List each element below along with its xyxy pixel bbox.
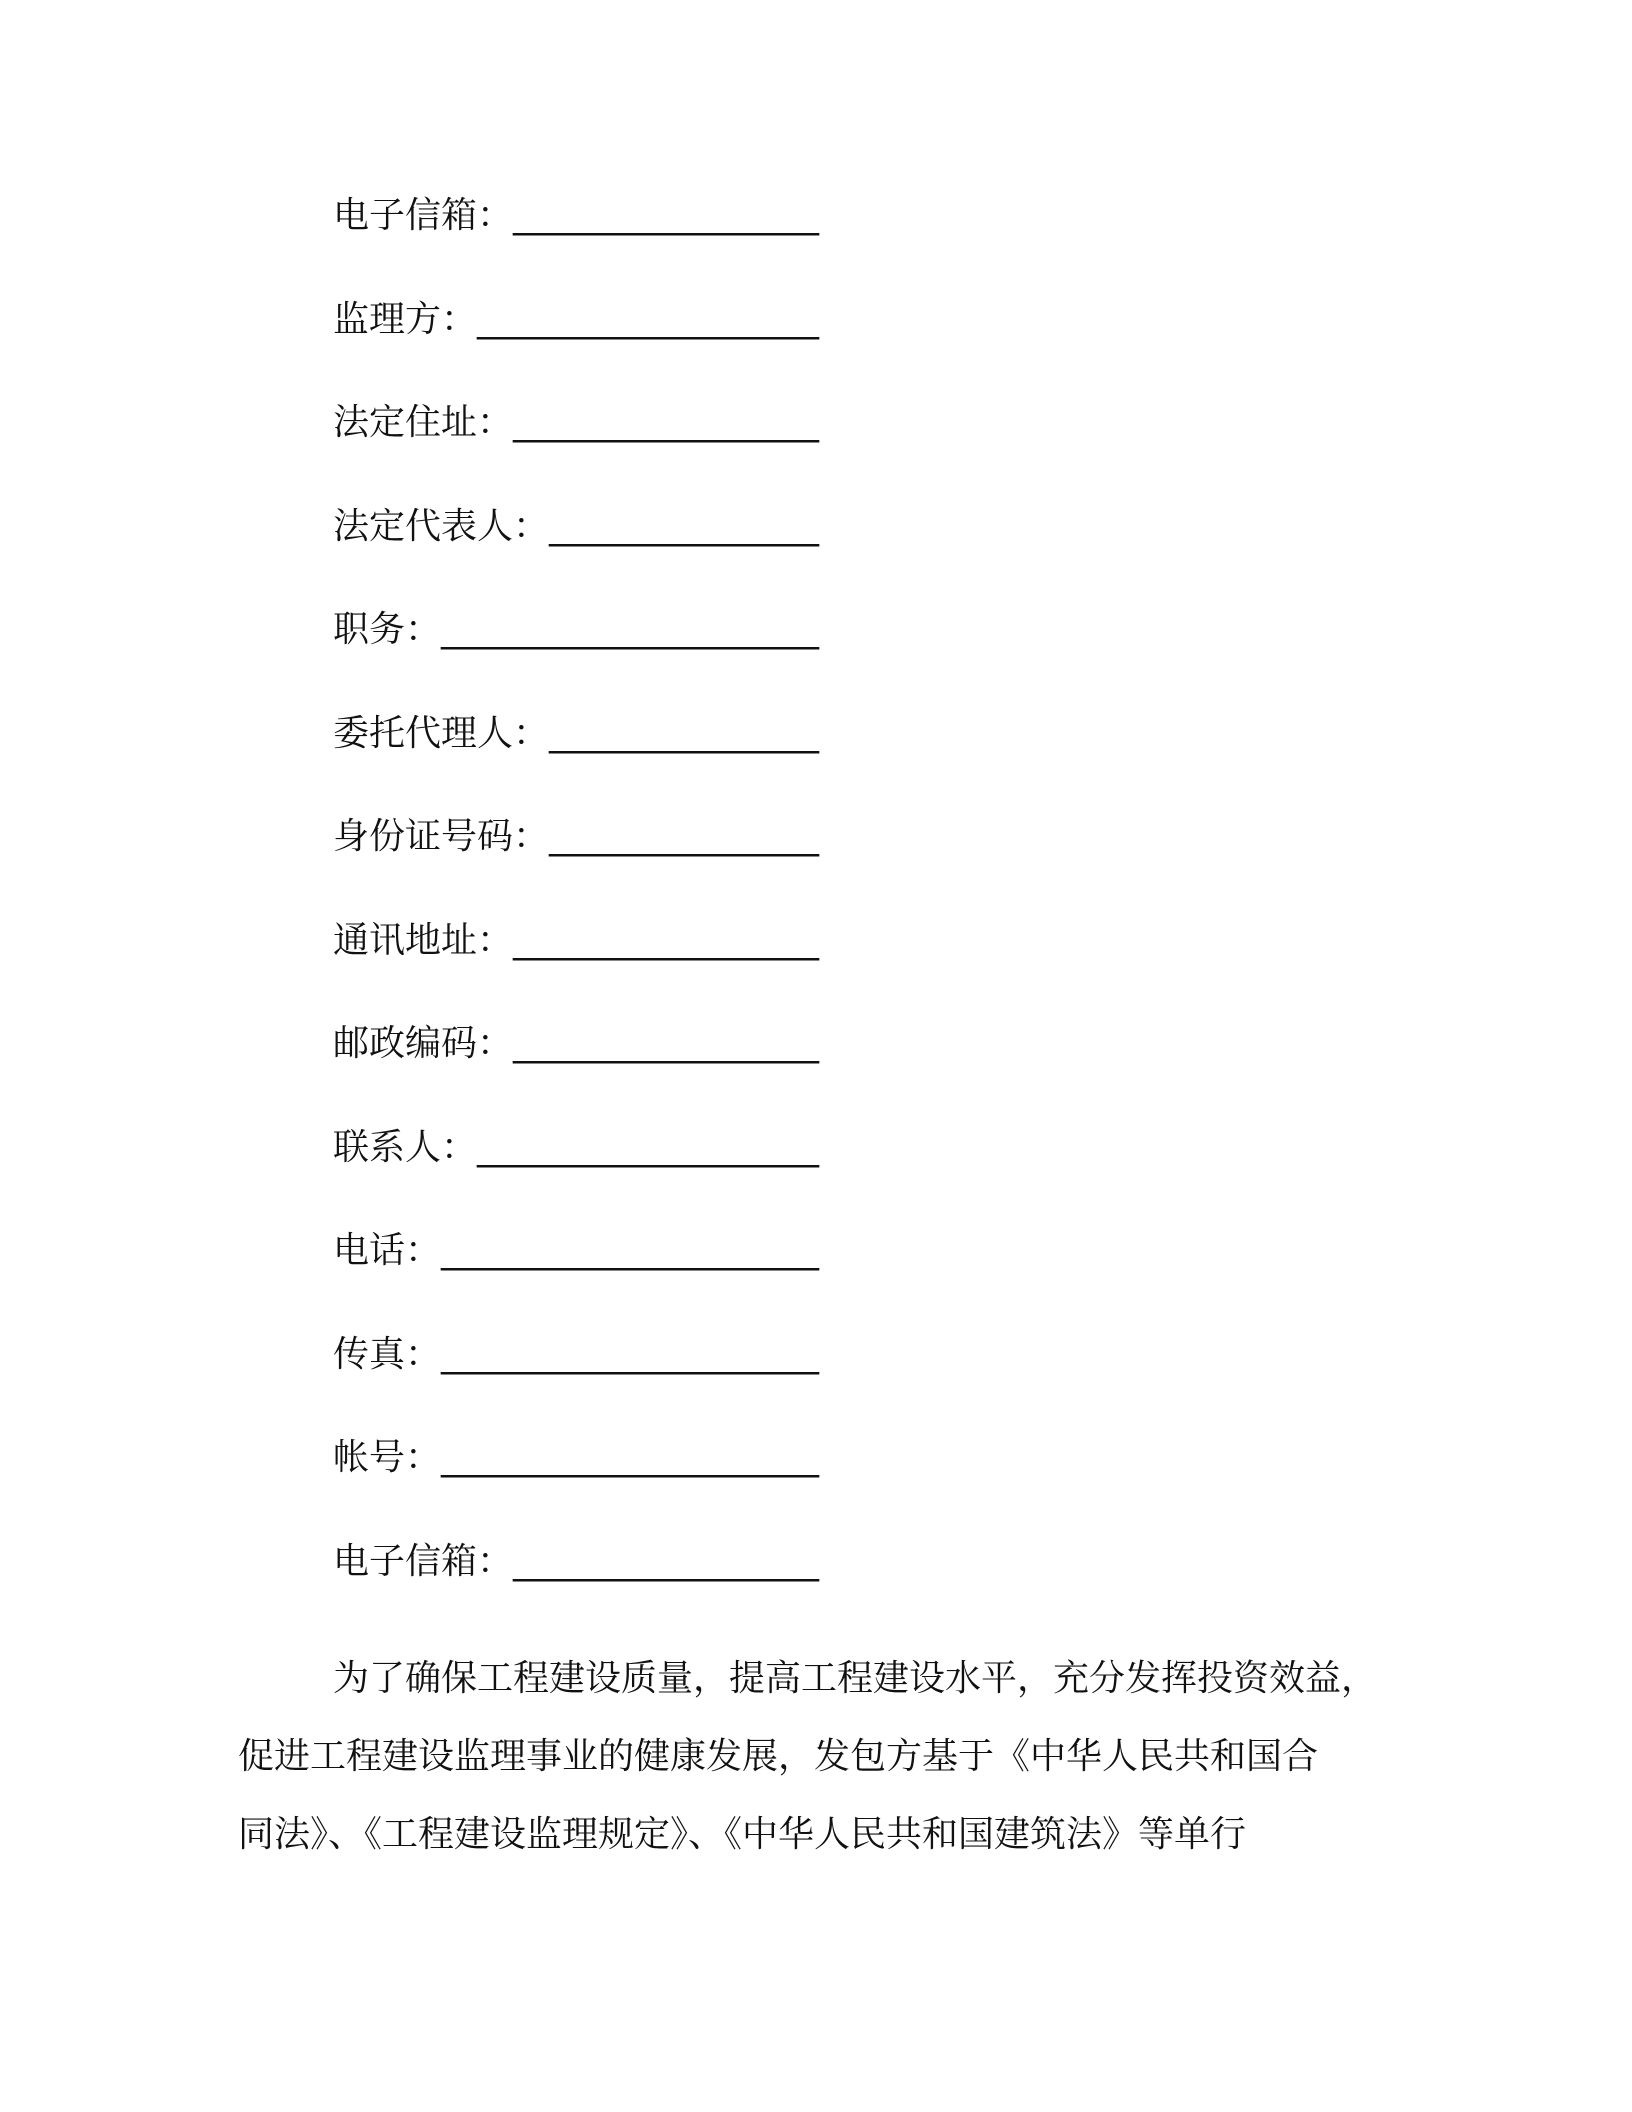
field-row-supervisor (333, 296, 1233, 400)
fill-in-blank: _________________ (513, 919, 820, 961)
field-label: 电子信箱： (333, 195, 514, 236)
field-row-mailing-address (333, 917, 1233, 1021)
field-row-contact-person (333, 1124, 1233, 1228)
field-row-postal-code (333, 1020, 1233, 1124)
field-row-id-number (333, 813, 1233, 917)
field-row-email-2 (333, 1538, 1233, 1642)
field-row-fax (333, 1331, 1233, 1435)
field-row-legal-representative (333, 503, 1233, 607)
paragraph-line: 促进工程建设监理事业的健康发展，发包方基于《中华人民共和国合 (238, 1736, 1319, 1777)
fill-in-blank: _________________ (513, 195, 820, 236)
field-label: 法定住址： (333, 402, 514, 443)
field-label: 委托代理人： (333, 712, 550, 754)
field-label: 职务： (333, 609, 442, 650)
fill-in-blank: ___________________ (477, 1126, 820, 1168)
paragraph-line: 同法》、《工程建设监理规定》、《中华人民共和国建筑法》等单行 (238, 1814, 1247, 1855)
fill-in-blank: _____________________ (441, 1437, 820, 1478)
field-label: 法定代表人： (333, 505, 550, 547)
field-row-email-1 (333, 192, 1233, 296)
field-label: 监理方： (333, 298, 478, 340)
field-label: 通讯地址： (333, 919, 514, 961)
fill-in-blank: _________________ (513, 402, 820, 443)
fill-in-blank: _______________ (549, 712, 820, 754)
field-label: 邮政编码： (333, 1023, 514, 1064)
field-row-authorized-agent (333, 710, 1233, 814)
body-paragraph (238, 1640, 1418, 1874)
fill-in-blank: _____________________ (441, 1230, 820, 1271)
fill-in-blank: _____________________ (441, 609, 820, 650)
fill-in-blank: _________________ (513, 1023, 820, 1064)
fill-in-blank: _____________________ (441, 1333, 820, 1375)
field-row-legal-address (333, 399, 1233, 503)
fill-in-blank: _______________ (549, 505, 820, 547)
field-label: 帐号： (333, 1437, 442, 1478)
fill-in-blank: _________________ (513, 1540, 820, 1582)
paragraph-line: 为了确保工程建设质量，提高工程建设水平，充分发挥投资效益， (333, 1658, 1378, 1699)
field-label: 传真： (333, 1333, 442, 1375)
field-label: 联系人： (333, 1126, 478, 1168)
field-label: 身份证号码： (333, 816, 550, 857)
field-label: 电子信箱： (333, 1540, 514, 1582)
field-row-account (333, 1434, 1233, 1538)
fill-in-blank: _______________ (549, 816, 820, 857)
field-row-position (333, 606, 1233, 710)
field-label: 电话： (333, 1230, 442, 1271)
fill-in-blank: ___________________ (477, 298, 820, 340)
field-row-phone (333, 1227, 1233, 1331)
contact-field-list (333, 192, 1233, 1641)
